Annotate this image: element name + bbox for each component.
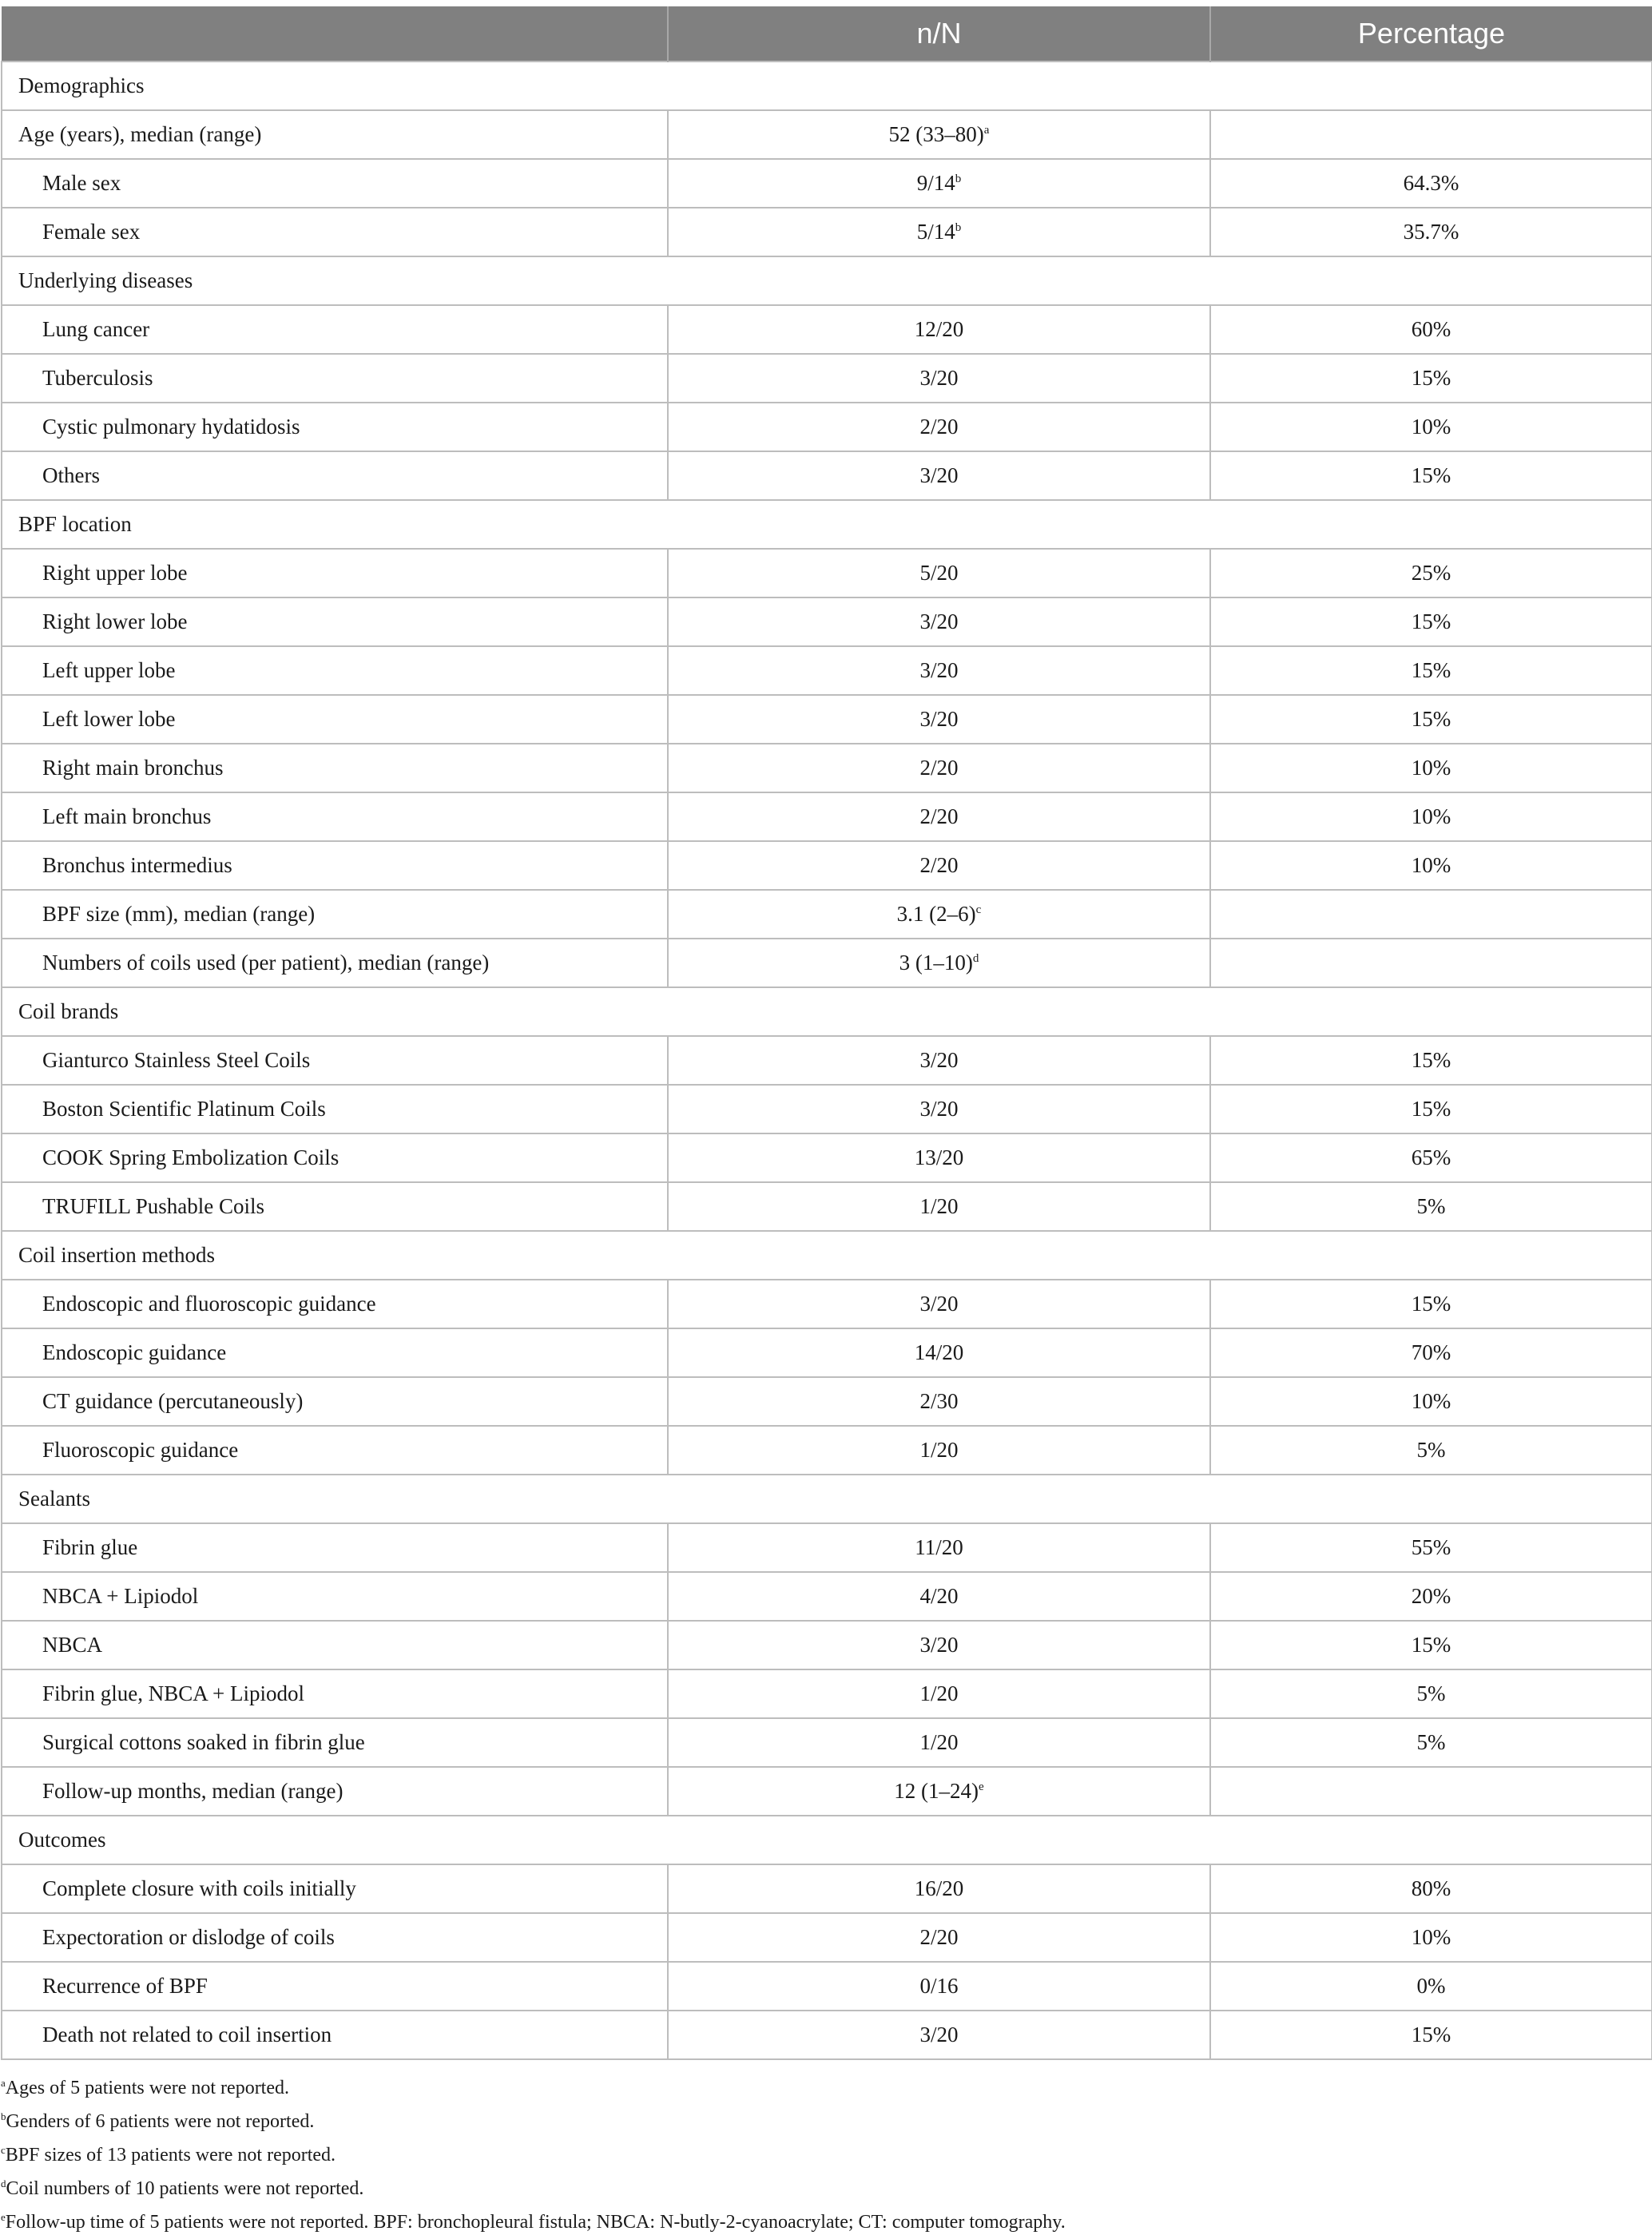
table-row: [2, 2011, 1652, 2059]
section-heading: Coil insertion methods: [2, 1231, 1652, 1280]
section-heading: BPF location: [2, 500, 1652, 549]
row-count-cell: [668, 549, 1210, 597]
table-row: [2, 1036, 1652, 1085]
footnote-text: Follow-up time of 5 patients were not reported. BPF: bronchopleural fistula; NBCA: N-butly-2-cyanoacrylate; CT: computer tomography.: [5, 2212, 1066, 2233]
row-label: Age (years), median (range): [2, 110, 668, 159]
row-label: Endoscopic and fluoroscopic guidance: [2, 1280, 668, 1328]
section-heading: Sealants: [2, 1475, 1652, 1523]
section-row: [2, 1816, 1652, 1864]
header-blank: [2, 6, 668, 62]
row-label: Gianturco Stainless Steel Coils: [2, 1036, 668, 1085]
row-count-cell: [668, 1913, 1210, 1962]
table-row: [2, 1182, 1652, 1231]
section-heading: Underlying diseases: [2, 256, 1652, 305]
table-row: [2, 1572, 1652, 1621]
row-label: Expectoration or dislodge of coils: [2, 1913, 668, 1962]
row-count-cell: [668, 1621, 1210, 1669]
row-count: 14/20: [914, 1340, 964, 1364]
row-count: 3/20: [919, 1097, 959, 1121]
data-table: [1, 6, 1652, 2060]
row-count: 3 (1–10): [899, 951, 973, 975]
row-count: 5/20: [919, 561, 959, 585]
row-count: 2/20: [919, 756, 959, 780]
row-count-cell: [668, 841, 1210, 890]
table-row: [2, 939, 1652, 987]
row-label: Surgical cottons soaked in fibrin glue: [2, 1718, 668, 1767]
row-count: 52 (33–80): [888, 122, 984, 146]
row-count: 3/20: [919, 658, 959, 682]
row-percentage: 35.7%: [1210, 208, 1652, 256]
row-percentage: 65%: [1210, 1133, 1652, 1182]
footnote-text: Genders of 6 patients were not reported.: [6, 2111, 315, 2132]
table-row: [2, 744, 1652, 792]
row-label: Endoscopic guidance: [2, 1328, 668, 1377]
table-row: [2, 1621, 1652, 1669]
footnote-mark: b: [1, 2110, 6, 2122]
row-percentage: 55%: [1210, 1523, 1652, 1572]
row-count: 2/20: [919, 1925, 959, 1949]
section-heading: Demographics: [2, 62, 1652, 110]
row-label: CT guidance (percutaneously): [2, 1377, 668, 1426]
row-percentage: [1210, 110, 1652, 159]
row-label: Others: [2, 451, 668, 500]
table-row: [2, 1669, 1652, 1718]
row-label: COOK Spring Embolization Coils: [2, 1133, 668, 1182]
row-percentage: 10%: [1210, 841, 1652, 890]
row-label: Female sex: [2, 208, 668, 256]
row-count: 2/20: [919, 853, 959, 877]
footnote-marker: b: [955, 173, 962, 185]
row-percentage: 0%: [1210, 1962, 1652, 2011]
row-label: Tuberculosis: [2, 354, 668, 403]
table-row: [2, 451, 1652, 500]
row-count-cell: [668, 1962, 1210, 2011]
footnote: [1, 2071, 1652, 2105]
section-heading: Coil brands: [2, 987, 1652, 1036]
footnote-marker: a: [983, 124, 990, 137]
row-count-cell: [668, 1718, 1210, 1767]
footnote: [1, 2105, 1652, 2138]
row-label: Fibrin glue, NBCA + Lipiodol: [2, 1669, 668, 1718]
row-label: Right upper lobe: [2, 549, 668, 597]
row-percentage: 20%: [1210, 1572, 1652, 1621]
table-row: [2, 890, 1652, 939]
table-row: [2, 305, 1652, 354]
footnote-text: Coil numbers of 10 patients were not reported.: [6, 2178, 364, 2199]
row-percentage: 5%: [1210, 1669, 1652, 1718]
footnote-mark: a: [1, 2077, 6, 2089]
row-percentage: 15%: [1210, 1621, 1652, 1669]
footnote-mark: e: [1, 2211, 6, 2223]
section-row: [2, 1475, 1652, 1523]
table-row: [2, 1377, 1652, 1426]
row-label: NBCA: [2, 1621, 668, 1669]
row-count-cell: [668, 354, 1210, 403]
row-count: 2/30: [919, 1389, 959, 1413]
row-percentage: 15%: [1210, 2011, 1652, 2059]
row-label: Complete closure with coils initially: [2, 1864, 668, 1913]
row-count-cell: [668, 403, 1210, 451]
row-count: 3.1 (2–6): [896, 902, 976, 926]
row-percentage: 15%: [1210, 354, 1652, 403]
row-count: 12/20: [914, 317, 964, 341]
row-label: Left upper lobe: [2, 646, 668, 695]
footnote-mark: d: [1, 2177, 6, 2189]
row-label: Fluoroscopic guidance: [2, 1426, 668, 1475]
row-count-cell: [668, 597, 1210, 646]
footnote-marker: d: [972, 952, 979, 965]
row-percentage: 15%: [1210, 1036, 1652, 1085]
row-count-cell: [668, 1328, 1210, 1377]
row-count-cell: [668, 1523, 1210, 1572]
row-count-cell: [668, 1767, 1210, 1816]
table-row: [2, 792, 1652, 841]
row-count: 0/16: [919, 1974, 959, 1998]
row-count: 3/20: [919, 1048, 959, 1072]
row-count: 12 (1–24): [894, 1779, 979, 1803]
row-label: Male sex: [2, 159, 668, 208]
row-count-cell: [668, 695, 1210, 744]
row-percentage: [1210, 890, 1652, 939]
table-row: [2, 646, 1652, 695]
row-count-cell: [668, 1377, 1210, 1426]
row-count-cell: [668, 890, 1210, 939]
row-percentage: 70%: [1210, 1328, 1652, 1377]
row-percentage: 25%: [1210, 549, 1652, 597]
header-row: [2, 6, 1652, 62]
row-count-cell: [668, 1864, 1210, 1913]
row-percentage: 15%: [1210, 597, 1652, 646]
footnote: [1, 2172, 1652, 2205]
table-row: [2, 1280, 1652, 1328]
row-count-cell: [668, 1280, 1210, 1328]
row-count-cell: [668, 1182, 1210, 1231]
row-count-cell: [668, 744, 1210, 792]
row-percentage: [1210, 1767, 1652, 1816]
row-count: 9/14: [916, 171, 955, 195]
row-percentage: 5%: [1210, 1182, 1652, 1231]
row-label: NBCA + Lipiodol: [2, 1572, 668, 1621]
row-percentage: 80%: [1210, 1864, 1652, 1913]
row-label: Boston Scientific Platinum Coils: [2, 1085, 668, 1133]
table-row: [2, 1718, 1652, 1767]
row-count: 1/20: [919, 1438, 959, 1462]
row-count: 1/20: [919, 1681, 959, 1705]
row-count: 16/20: [914, 1876, 964, 1900]
section-heading: Outcomes: [2, 1816, 1652, 1864]
row-label: Cystic pulmonary hydatidosis: [2, 403, 668, 451]
row-count: 3/20: [919, 609, 959, 633]
footnote-marker: c: [975, 903, 982, 916]
row-count: 1/20: [919, 1194, 959, 1218]
row-percentage: 15%: [1210, 646, 1652, 695]
row-percentage: 60%: [1210, 305, 1652, 354]
row-label: Death not related to coil insertion: [2, 2011, 668, 2059]
row-count-cell: [668, 2011, 1210, 2059]
table-row: [2, 1864, 1652, 1913]
table-container: [0, 6, 1652, 2239]
row-label: Left main bronchus: [2, 792, 668, 841]
row-count-cell: [668, 1426, 1210, 1475]
row-label: Fibrin glue: [2, 1523, 668, 1572]
row-count: 13/20: [914, 1145, 964, 1169]
row-percentage: 5%: [1210, 1718, 1652, 1767]
table-row: [2, 208, 1652, 256]
table-body: [2, 62, 1652, 2059]
footnotes: [0, 2071, 1652, 2239]
header-n-over-n: n/N: [668, 6, 1210, 62]
row-label: Left lower lobe: [2, 695, 668, 744]
table-row: [2, 403, 1652, 451]
footnote-marker: b: [955, 221, 962, 234]
row-count-cell: [668, 159, 1210, 208]
table-row: [2, 1523, 1652, 1572]
footnote-mark: c: [1, 2144, 6, 2156]
row-count-cell: [668, 1572, 1210, 1621]
row-percentage: 10%: [1210, 1377, 1652, 1426]
section-row: [2, 500, 1652, 549]
row-count: 11/20: [915, 1535, 963, 1559]
section-row: [2, 987, 1652, 1036]
row-percentage: 10%: [1210, 403, 1652, 451]
footnote-marker: e: [979, 1780, 984, 1793]
row-percentage: 10%: [1210, 792, 1652, 841]
table-row: [2, 1913, 1652, 1962]
table-row: [2, 1085, 1652, 1133]
table-row: [2, 1962, 1652, 2011]
row-count: 5/14: [916, 220, 955, 244]
section-row: [2, 256, 1652, 305]
table-row: [2, 695, 1652, 744]
row-label: TRUFILL Pushable Coils: [2, 1182, 668, 1231]
row-label: Lung cancer: [2, 305, 668, 354]
row-count-cell: [668, 451, 1210, 500]
row-count-cell: [668, 646, 1210, 695]
table-row: [2, 1133, 1652, 1182]
row-percentage: 15%: [1210, 451, 1652, 500]
header-percentage: Percentage: [1210, 6, 1652, 62]
row-count: 3/20: [919, 1292, 959, 1316]
table-row: [2, 549, 1652, 597]
row-label: Bronchus intermedius: [2, 841, 668, 890]
row-count-cell: [668, 208, 1210, 256]
row-count-cell: [668, 1085, 1210, 1133]
row-count-cell: [668, 1036, 1210, 1085]
row-count-cell: [668, 110, 1210, 159]
row-percentage: 64.3%: [1210, 159, 1652, 208]
row-count: 3/20: [919, 2023, 959, 2046]
footnote-text: BPF sizes of 13 patients were not reported.: [5, 2145, 336, 2166]
row-count-cell: [668, 305, 1210, 354]
row-percentage: 15%: [1210, 695, 1652, 744]
row-count-cell: [668, 939, 1210, 987]
table-row: [2, 841, 1652, 890]
table-row: [2, 1767, 1652, 1816]
row-count-cell: [668, 1669, 1210, 1718]
row-count-cell: [668, 792, 1210, 841]
row-count: 1/20: [919, 1730, 959, 1754]
footnote: [1, 2205, 1652, 2239]
section-row: [2, 1231, 1652, 1280]
section-row: [2, 62, 1652, 110]
footnote-text: Ages of 5 patients were not reported.: [5, 2078, 289, 2098]
row-percentage: 15%: [1210, 1085, 1652, 1133]
row-label: Follow-up months, median (range): [2, 1767, 668, 1816]
row-count: 3/20: [919, 1633, 959, 1657]
table-row: [2, 110, 1652, 159]
row-count: 2/20: [919, 415, 959, 439]
row-count: 3/20: [919, 366, 959, 390]
row-count-cell: [668, 1133, 1210, 1182]
table-row: [2, 1328, 1652, 1377]
row-percentage: [1210, 939, 1652, 987]
table-row: [2, 159, 1652, 208]
row-count: 2/20: [919, 804, 959, 828]
row-label: Right main bronchus: [2, 744, 668, 792]
row-label: BPF size (mm), median (range): [2, 890, 668, 939]
row-label: Numbers of coils used (per patient), median (range): [2, 939, 668, 987]
table-row: [2, 597, 1652, 646]
row-percentage: 15%: [1210, 1280, 1652, 1328]
table-row: [2, 354, 1652, 403]
row-label: Recurrence of BPF: [2, 1962, 668, 2011]
row-count: 3/20: [919, 707, 959, 731]
table-row: [2, 1426, 1652, 1475]
row-percentage: 10%: [1210, 744, 1652, 792]
row-label: Right lower lobe: [2, 597, 668, 646]
row-percentage: 10%: [1210, 1913, 1652, 1962]
row-percentage: 5%: [1210, 1426, 1652, 1475]
footnote: [1, 2138, 1652, 2172]
row-count: 3/20: [919, 463, 959, 487]
row-count: 4/20: [919, 1584, 959, 1608]
